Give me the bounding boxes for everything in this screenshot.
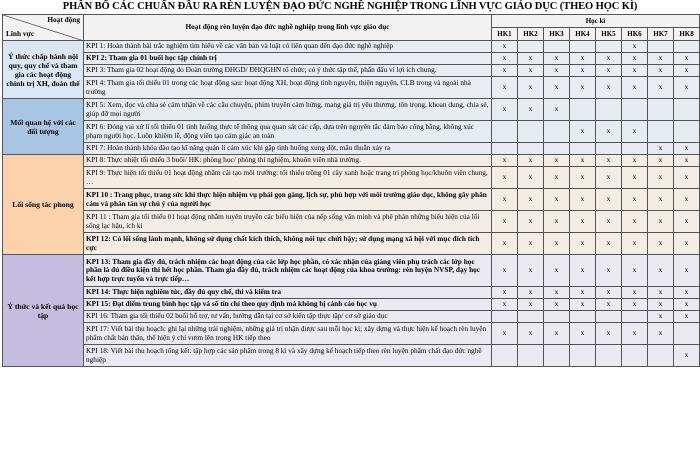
semester-mark-hk6: x bbox=[622, 53, 648, 65]
semester-mark-hk6: x bbox=[622, 77, 648, 99]
semester-mark-hk3 bbox=[544, 345, 570, 367]
semester-mark-hk3: x bbox=[544, 167, 570, 189]
semester-mark-hk6: x bbox=[622, 189, 648, 211]
semester-mark-hk1: x bbox=[492, 323, 518, 345]
header-semester-2: HK2 bbox=[518, 28, 544, 41]
semester-mark-hk6: x bbox=[622, 65, 648, 77]
semester-mark-hk3: x bbox=[544, 77, 570, 99]
kpi-activity: KPI 7: Hoàn thành khóa đào tạo kĩ năng quản lí cảm xúc khi gặp tình huống xung đột, mâu thuẫn xảy ra bbox=[84, 143, 492, 155]
table-row bbox=[3, 323, 700, 345]
semester-mark-hk8: x bbox=[674, 287, 700, 299]
header-semester-5: HK5 bbox=[596, 28, 622, 41]
semester-mark-hk5 bbox=[596, 311, 622, 323]
semester-mark-hk7: x bbox=[648, 65, 674, 77]
semester-mark-hk7: x bbox=[648, 311, 674, 323]
kpi-activity: KPI 14: Thực hiện nghiêm túc, đầy đủ quy chế, thi và kiểm tra bbox=[84, 287, 492, 299]
semester-mark-hk7 bbox=[648, 121, 674, 143]
semester-mark-hk2: x bbox=[518, 255, 544, 287]
semester-mark-hk8: x bbox=[674, 77, 700, 99]
kpi-activity: KPI 2: Tham gia 01 buổi học tập chính trị bbox=[84, 53, 492, 65]
semester-mark-hk4: x bbox=[570, 77, 596, 99]
semester-mark-hk5: x bbox=[596, 65, 622, 77]
table-row bbox=[3, 299, 700, 311]
semester-mark-hk1: x bbox=[492, 53, 518, 65]
semester-mark-hk5: x bbox=[596, 77, 622, 99]
semester-mark-hk6: x bbox=[622, 167, 648, 189]
semester-mark-hk7: x bbox=[648, 167, 674, 189]
semester-mark-hk8: x bbox=[674, 167, 700, 189]
semester-mark-hk8 bbox=[674, 323, 700, 345]
semester-mark-hk3: x bbox=[544, 233, 570, 255]
semester-mark-hk8 bbox=[674, 121, 700, 143]
semester-mark-hk4: x bbox=[570, 155, 596, 167]
semester-mark-hk1: x bbox=[492, 99, 518, 121]
semester-mark-hk8: x bbox=[674, 211, 700, 233]
semester-mark-hk3: x bbox=[544, 323, 570, 345]
semester-mark-hk7 bbox=[648, 41, 674, 53]
semester-mark-hk1 bbox=[492, 345, 518, 367]
semester-mark-hk6: x bbox=[622, 255, 648, 287]
table-row bbox=[3, 99, 700, 121]
semester-mark-hk5 bbox=[596, 345, 622, 367]
semester-mark-hk7: x bbox=[648, 233, 674, 255]
semester-mark-hk3 bbox=[544, 41, 570, 53]
semester-mark-hk7: x bbox=[648, 53, 674, 65]
semester-mark-hk2: x bbox=[518, 65, 544, 77]
semester-mark-hk1: x bbox=[492, 287, 518, 299]
page-title: PHÂN BỔ CÁC CHUẨN ĐẦU RA RÈN LUYỆN ĐẠO ĐỨC NGHỀ NGHIỆP TRONG LĨNH VỰC GIÁO DỤC (THEO HỌC KÌ) bbox=[62, 1, 638, 12]
semester-mark-hk7: x bbox=[648, 255, 674, 287]
semester-mark-hk2: x bbox=[518, 287, 544, 299]
semester-mark-hk3: x bbox=[544, 189, 570, 211]
kpi-activity: KPI 11 : Tham gia tối thiểu 01 hoạt động nhằm tuyên truyền các biểu hiện của nếp sống văn minh và phê phán những biểu hiện của lối sống lạc hậu, ích kỉ bbox=[84, 211, 492, 233]
semester-mark-hk5: x bbox=[596, 121, 622, 143]
semester-mark-hk5: x bbox=[596, 287, 622, 299]
semester-mark-hk2: x bbox=[518, 53, 544, 65]
semester-mark-hk4: x bbox=[570, 211, 596, 233]
kpi-activity: KPI 17: Viết bài thu hoạch: ghi lại những trải nghiệm, những giá trị nhận được sau mỗi học kì; xây dựng và thực hiện kế hoạch rèn luyện phẩm chất bản thân, thể hiện ý chí vươn lên trong HK tiếp theo bbox=[84, 323, 492, 345]
semester-mark-hk4 bbox=[570, 311, 596, 323]
semester-mark-hk3: x bbox=[544, 155, 570, 167]
semester-mark-hk5: x bbox=[596, 189, 622, 211]
table-row bbox=[3, 233, 700, 255]
semester-mark-hk8: x bbox=[674, 189, 700, 211]
semester-mark-hk4: x bbox=[570, 53, 596, 65]
semester-mark-hk5: x bbox=[596, 167, 622, 189]
kpi-activity: KPI 9: Thực hiện tối thiểu 01 hoạt động nhằm cải tạo môi trường: tối thiểu trồng 01 cây xanh hoặc trang trí phòng học/khuôn viên chung, … bbox=[84, 167, 492, 189]
semester-mark-hk7 bbox=[648, 99, 674, 121]
semester-mark-hk1: x bbox=[492, 77, 518, 99]
table-row bbox=[3, 311, 700, 323]
semester-mark-hk3 bbox=[544, 311, 570, 323]
semester-mark-hk3 bbox=[544, 143, 570, 155]
domain-cell: Ý thức và kết quả học tập bbox=[3, 255, 84, 367]
domain-cell: Ý thức chấp hành nội quy, quy chế và tham gia các hoạt động chính trị XH, đoàn thể bbox=[3, 41, 84, 99]
semester-mark-hk2: x bbox=[518, 77, 544, 99]
semester-mark-hk2 bbox=[518, 41, 544, 53]
semester-mark-hk5: x bbox=[596, 155, 622, 167]
semester-mark-hk1: x bbox=[492, 189, 518, 211]
semester-mark-hk2: x bbox=[518, 299, 544, 311]
semester-mark-hk7: x bbox=[648, 211, 674, 233]
semester-mark-hk2 bbox=[518, 121, 544, 143]
semester-mark-hk5 bbox=[596, 143, 622, 155]
semester-mark-hk7: x bbox=[648, 287, 674, 299]
semester-mark-hk4 bbox=[570, 345, 596, 367]
semester-mark-hk4: x bbox=[570, 233, 596, 255]
semester-mark-hk6: x bbox=[622, 299, 648, 311]
kpi-activity: KPI 13: Tham gia đầy đủ, trách nhiệm các hoạt động của các lớp học phần, có xác nhận của giảng viên phụ trách các lớp học phần là đủ điều kiện thi hết học phần. Tham gia đầy đủ, trách nhiệm các hoạt động của khoa trường: rèn luyện NVSP, dạy học kết hợp trực tuyến và trực tiếp… bbox=[84, 255, 492, 287]
semester-mark-hk1: x bbox=[492, 211, 518, 233]
table-row bbox=[3, 211, 700, 233]
semester-mark-hk2: x bbox=[518, 211, 544, 233]
header-semester-3: HK3 bbox=[544, 28, 570, 41]
table-row bbox=[3, 255, 700, 287]
semester-mark-hk6: x bbox=[622, 155, 648, 167]
semester-mark-hk4: x bbox=[570, 255, 596, 287]
semester-mark-hk3: x bbox=[544, 299, 570, 311]
semester-mark-hk2: x bbox=[518, 189, 544, 211]
table-row bbox=[3, 65, 700, 77]
semester-mark-hk1: x bbox=[492, 255, 518, 287]
semester-mark-hk1: x bbox=[492, 65, 518, 77]
semester-mark-hk6: x bbox=[622, 121, 648, 143]
kpi-activity: KPI 8: Thực nhiệt tối thiểu 3 buổi/ HK: phòng học/ phòng thí nghiệm, khuôn viên nhà trường. bbox=[84, 155, 492, 167]
semester-mark-hk2: x bbox=[518, 233, 544, 255]
header-semester-8: HK8 bbox=[674, 28, 700, 41]
table-row bbox=[3, 155, 700, 167]
semester-mark-hk4: x bbox=[570, 299, 596, 311]
semester-mark-hk4: x bbox=[570, 167, 596, 189]
semester-mark-hk6: x bbox=[622, 233, 648, 255]
header-domain-label: Lĩnh vực bbox=[6, 29, 35, 39]
semester-mark-hk3: x bbox=[544, 211, 570, 233]
semester-mark-hk5: x bbox=[596, 53, 622, 65]
table-row bbox=[3, 53, 700, 65]
semester-mark-hk6 bbox=[622, 311, 648, 323]
semester-mark-hk7: x bbox=[648, 299, 674, 311]
semester-mark-hk2: x bbox=[518, 155, 544, 167]
semester-mark-hk3: x bbox=[544, 99, 570, 121]
kpi-activity: KPI 15: Đạt điểm trung bình học tập và số tín chỉ theo quy định mà không bị cảnh cáo học vụ bbox=[84, 299, 492, 311]
table-row bbox=[3, 287, 700, 299]
semester-mark-hk1: x bbox=[492, 299, 518, 311]
semester-mark-hk2: x bbox=[518, 323, 544, 345]
semester-mark-hk5 bbox=[596, 99, 622, 121]
header-corner bbox=[3, 15, 84, 41]
semester-mark-hk8: x bbox=[674, 311, 700, 323]
kpi-activity: KPI 1: Hoàn thành bài trắc nghiệm tìm hiểu về các văn bản và luật có liên quan đến đạo đức nghề nghiệp bbox=[84, 41, 492, 53]
header-semester-1: HK1 bbox=[492, 28, 518, 41]
table-row bbox=[3, 77, 700, 99]
semester-mark-hk5: x bbox=[596, 211, 622, 233]
semester-mark-hk1 bbox=[492, 143, 518, 155]
semester-mark-hk7: x bbox=[648, 323, 674, 345]
kpi-activity: KPI 16: Tham gia tối thiểu 02 buổi hỗ trợ, tư vấn, hướng dẫn tại cơ sở kiến tập thực tập/ cơ sở giáo dục bbox=[84, 311, 492, 323]
semester-mark-hk3 bbox=[544, 121, 570, 143]
domain-cell: Lối sống tác phong bbox=[3, 155, 84, 255]
semester-mark-hk8: x bbox=[674, 345, 700, 367]
header-semester-4: HK4 bbox=[570, 28, 596, 41]
domain-cell: Mối quan hệ với các đối tượng bbox=[3, 99, 84, 155]
table-row bbox=[3, 189, 700, 211]
semester-mark-hk1: x bbox=[492, 155, 518, 167]
semester-mark-hk4 bbox=[570, 99, 596, 121]
semester-mark-hk4 bbox=[570, 143, 596, 155]
semester-mark-hk4: x bbox=[570, 189, 596, 211]
semester-mark-hk5: x bbox=[596, 233, 622, 255]
semester-mark-hk6 bbox=[622, 345, 648, 367]
semester-mark-hk3: x bbox=[544, 287, 570, 299]
semester-mark-hk8: x bbox=[674, 255, 700, 287]
semester-mark-hk5 bbox=[596, 41, 622, 53]
semester-mark-hk2 bbox=[518, 143, 544, 155]
semester-mark-hk3: x bbox=[544, 53, 570, 65]
kpi-table bbox=[2, 14, 700, 367]
kpi-activity: KPI 10 : Trang phục, trang sức khi thực hiện nhiệm vụ phải gọn gàng, lịch sự, phù hợp với môi trường giáo dục, không gây phân cảm và phân tán sự chú ý của người học bbox=[84, 189, 492, 211]
semester-mark-hk8: x bbox=[674, 65, 700, 77]
semester-mark-hk6: x bbox=[622, 41, 648, 53]
semester-mark-hk3: x bbox=[544, 65, 570, 77]
kpi-activity: KPI 4: Tham gia tối thiểu 01 trong các hoạt động sau: hoạt động XH, hoạt động tình nguyện, thiện nguyện, CLB trong và ngoài nhà trường bbox=[84, 77, 492, 99]
table-row bbox=[3, 345, 700, 367]
semester-mark-hk8: x bbox=[674, 155, 700, 167]
semester-mark-hk5: x bbox=[596, 255, 622, 287]
semester-mark-hk5: x bbox=[596, 299, 622, 311]
semester-mark-hk3: x bbox=[544, 255, 570, 287]
semester-mark-hk7: x bbox=[648, 155, 674, 167]
semester-mark-hk8: x bbox=[674, 143, 700, 155]
semester-mark-hk2: x bbox=[518, 167, 544, 189]
semester-mark-hk6: x bbox=[622, 323, 648, 345]
semester-mark-hk8 bbox=[674, 41, 700, 53]
header-activity-column: Hoạt động rèn luyện đạo đức nghề nghiệp trong lĩnh vực giáo dục bbox=[84, 15, 492, 41]
semester-mark-hk8 bbox=[674, 99, 700, 121]
semester-mark-hk4 bbox=[570, 41, 596, 53]
kpi-activity: KPI 12: Có lối sống lành mạnh, không sử dụng chất kích thích, không nói tục chửi bậy; sử dụng mạng xã hội với mục đích tích cực bbox=[84, 233, 492, 255]
semester-mark-hk4: x bbox=[570, 323, 596, 345]
semester-mark-hk8: x bbox=[674, 233, 700, 255]
table-row bbox=[3, 143, 700, 155]
semester-mark-hk1: x bbox=[492, 41, 518, 53]
header-activity-label: Hoạt động bbox=[47, 15, 80, 24]
semester-mark-hk6 bbox=[622, 143, 648, 155]
semester-mark-hk1 bbox=[492, 311, 518, 323]
semester-mark-hk7 bbox=[648, 345, 674, 367]
header-semester-7: HK7 bbox=[648, 28, 674, 41]
semester-mark-hk4: x bbox=[570, 287, 596, 299]
table-row bbox=[3, 121, 700, 143]
semester-mark-hk4: x bbox=[570, 121, 596, 143]
semester-mark-hk6: x bbox=[622, 287, 648, 299]
table-row bbox=[3, 167, 700, 189]
kpi-activity: KPI 18: Viết bài thu hoạch tổng kết: tập hợp các sản phẩm trong 8 kì và xây dựng kế hoạch tiếp theo rèn luyện phẩm chất đạo đức nghề nghiệp bbox=[84, 345, 492, 367]
semester-mark-hk8: x bbox=[674, 53, 700, 65]
semester-mark-hk8: x bbox=[674, 299, 700, 311]
semester-mark-hk6 bbox=[622, 99, 648, 121]
kpi-activity: KPI 5: Xem, đọc và chia sẻ cảm nhận về các câu chuyện, phim truyền cảm hứng, mang giá trị yêu thương, tôn trọng, khoan dung, chia sẻ, giúp đỡ mọi người bbox=[84, 99, 492, 121]
semester-mark-hk2 bbox=[518, 311, 544, 323]
semester-mark-hk4: x bbox=[570, 65, 596, 77]
header-semester-6: HK6 bbox=[622, 28, 648, 41]
table-row bbox=[3, 41, 700, 53]
semester-mark-hk2: x bbox=[518, 99, 544, 121]
semester-mark-hk1: x bbox=[492, 233, 518, 255]
semester-mark-hk7: x bbox=[648, 189, 674, 211]
kpi-activity: KPI 6: Đóng vai xử lí tối thiểu 01 tình huống thực tế thông qua quan sát các cấp, dựa trên nguyên tắc đảm bảo công bằng, không xúc phạm người học. Luôn khiêm lễ, động viên tạo cảm giác an toàn bbox=[84, 121, 492, 143]
header-semester-group: Học kì bbox=[492, 15, 700, 28]
semester-mark-hk1: x bbox=[492, 167, 518, 189]
semester-mark-hk6: x bbox=[622, 211, 648, 233]
semester-mark-hk7: x bbox=[648, 77, 674, 99]
semester-mark-hk7: x bbox=[648, 143, 674, 155]
semester-mark-hk5: x bbox=[596, 323, 622, 345]
semester-mark-hk1 bbox=[492, 121, 518, 143]
kpi-activity: KPI 3: Tham gia 02 hoạt động do Đoàn trường ĐHGD/ ĐHQGHN tổ chức; có ý thức tập thể, phấn đấu vì lợi ích chung. bbox=[84, 65, 492, 77]
semester-mark-hk2 bbox=[518, 345, 544, 367]
